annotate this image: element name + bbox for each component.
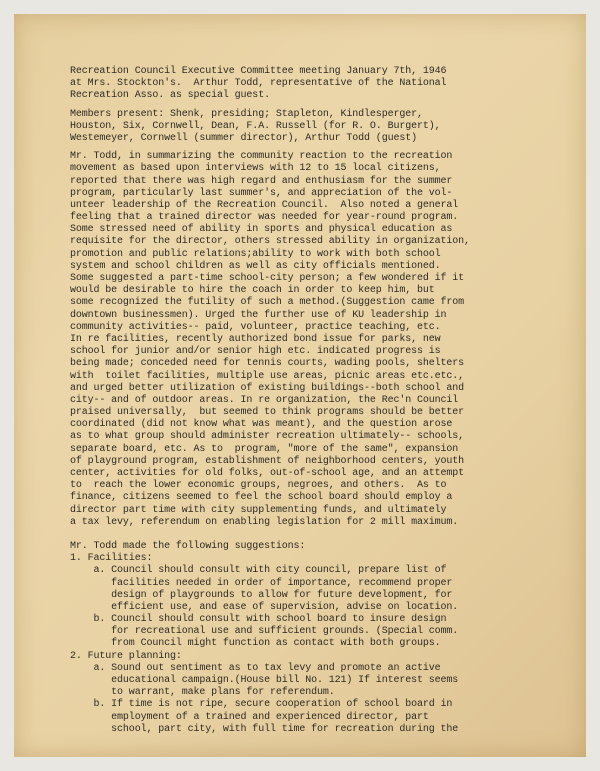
body-line: Mr. Todd, in summarizing the community reaction to the recreation	[70, 151, 453, 163]
header-line: at Mrs. Stockton's. Arthur Todd, representative of the National	[70, 78, 447, 90]
body-line: separate board, etc. As to program, "more of the same", expansion	[70, 443, 459, 455]
body-line: to reach the lower economic groups, negroes, and others. As to	[70, 480, 447, 492]
body-line: In re facilities, recently authorized bond issue for parks, new	[70, 333, 441, 345]
body-line: community activities-- paid, volunteer, practice teaching, etc.	[70, 321, 441, 333]
body-line: system and school children as well as city officials mentioned.	[70, 260, 441, 272]
body-line: Some suggested a part-time school-city person; a few wondered if it	[70, 273, 465, 284]
body-line: center, activities for old folks, out-of-school age, and an attempt	[70, 468, 465, 479]
body-line: reported that there was high regard and enthusiasm for the summer	[70, 175, 453, 187]
body-line: and urged better utilization of existing buildings--both school and	[70, 382, 465, 394]
suggestions-line: a. Council should consult with city council, prepare list of	[70, 565, 447, 577]
header-line: Recreation Council Executive Committee meeting January 7th, 1946	[70, 66, 447, 77]
body-line: praised universally, but seemed to think programs should be better	[70, 407, 465, 419]
suggestions-list	[70, 541, 570, 736]
members-line: Houston, Six, Cornwell, Dean, F.A. Russell (for R. O. Burgert),	[70, 120, 441, 132]
members-paragraph	[70, 109, 570, 146]
suggestions-line: facilities needed in order of importance, recommend proper	[70, 577, 453, 589]
suggestions-line: school, part city, with full time for recreation during the	[70, 723, 459, 735]
typewritten-text	[70, 66, 570, 736]
body-line: movement as based upon interviews with 12 to 15 local citizens,	[70, 163, 441, 175]
suggestions-line: 2. Future planning:	[70, 650, 182, 662]
suggestions-line: design of playgrounds to allow for future development, for	[70, 589, 453, 601]
suggestions-line: 1. Facilities:	[70, 553, 153, 565]
body-line: feeling that a trained director was needed for year-round program.	[70, 212, 459, 224]
suggestions-line: from Council might function as contact with both groups.	[70, 638, 441, 650]
body-line: with toilet facilities, multiple use areas, picnic areas etc.etc.,	[70, 370, 465, 382]
body-line: coordinated (did not know what was meant), and the question arose	[70, 419, 453, 431]
body-line: a tax levy, referendum on enabling legislation for 2 mill maximum.	[70, 516, 459, 528]
header-line: Recreation Asso. as special guest.	[70, 90, 270, 102]
header-paragraph	[70, 66, 570, 103]
body-line: director part time with city supplementing funds, and ultimately	[70, 504, 447, 516]
body-line: as to what group should administer recreation ultimately-- schools,	[70, 431, 465, 443]
suggestions-line: to warrant, make plans for referendum.	[70, 687, 335, 699]
suggestions-line: for recreational use and sufficient grounds. (Special comm.	[70, 626, 459, 638]
suggestions-line: b. If time is not ripe, secure cooperation of school board in	[70, 699, 453, 711]
body-line: of playground program, establishment of neighborhood centers, youth	[70, 455, 465, 467]
paper-sheet	[14, 14, 586, 757]
suggestions-line: efficient use, and ease of supervision, advise on location.	[70, 601, 459, 613]
suggestions-line: b. Council should consult with school board to insure design	[70, 614, 447, 626]
body-line: downtown businessmen). Urged the further use of KU leadership in	[70, 309, 447, 321]
body-line: requisite for the director, others stressed ability in organization,	[70, 236, 470, 248]
body-line: some recognized the futility of such a method.(Suggestion came from	[70, 297, 465, 309]
suggestions-line: educational campaign.(House bill No. 121) If interest seems	[70, 675, 459, 686]
body-line: finance, citizens seemed to feel the school board should employ a	[70, 492, 453, 504]
body-line: Some stressed need of ability in sports and physical education as	[70, 224, 453, 236]
body-line: unteer leadership of the Recreation Council. Also noted a general	[70, 199, 459, 211]
body-line: school for junior and/or senior high etc. indicated progress is	[70, 346, 441, 358]
body-line: would be desirable to hire the coach in order to keep him, but	[70, 285, 435, 297]
members-line: Members present: Shenk, presiding; Stapleton, Kindlesperger,	[70, 108, 423, 120]
suggestions-line: employment of a trained and experienced director, part	[70, 711, 429, 723]
summary-paragraph	[70, 151, 570, 529]
body-line: being made; conceded need for tennis courts, wading pools, shelters	[70, 358, 465, 370]
suggestions-line: a. Sound out sentiment as to tax levy and promote an active	[70, 662, 441, 674]
body-line: city-- and of outdoor areas. In re organization, the Rec'n Council	[70, 394, 459, 406]
body-line: promotion and public relations;ability to work with both school	[70, 248, 441, 260]
members-line: Westemeyer, Cornwell (summer director), Arthur Todd (guest)	[70, 132, 417, 144]
suggestions-line: Mr. Todd made the following suggestions:	[70, 540, 306, 552]
body-line: program, particularly last summer's, and appreciation of the vol-	[70, 187, 453, 199]
